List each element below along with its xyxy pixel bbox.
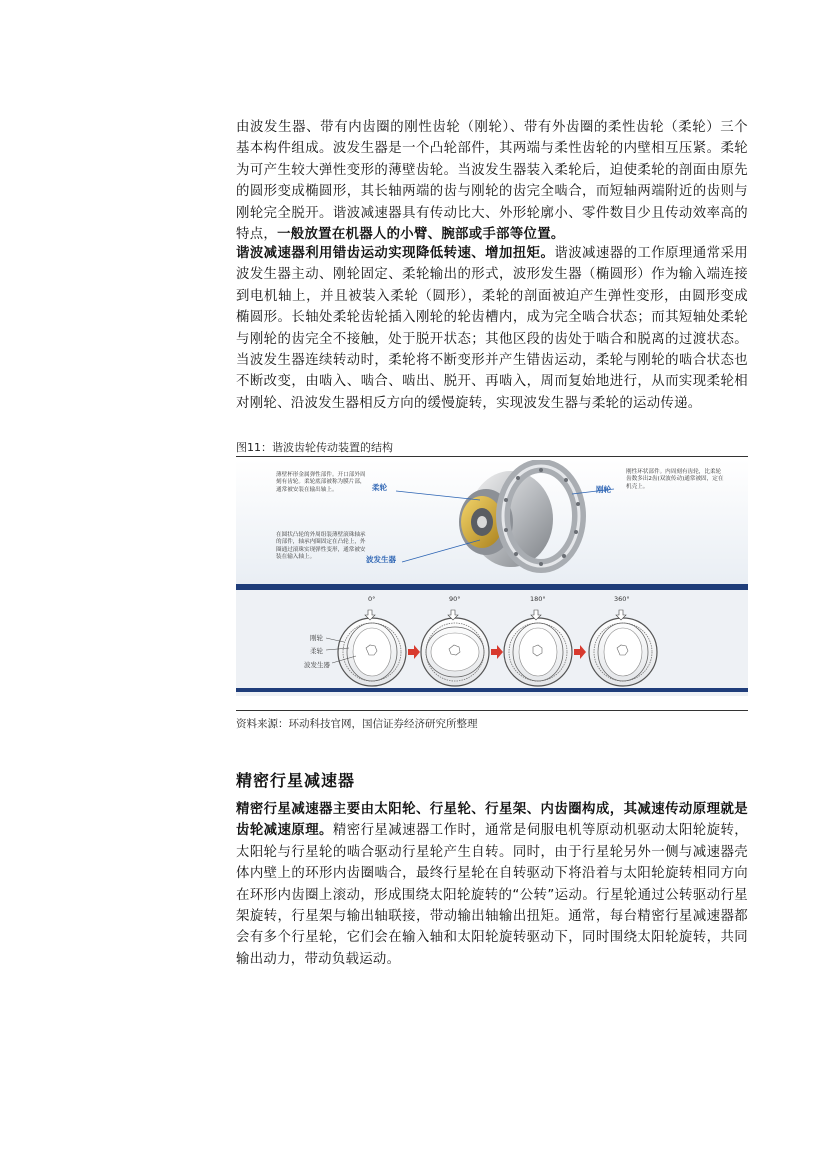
section-title: 精密行星减速器 [236,771,356,790]
degree-label: 0° [368,595,376,603]
tag-flexspline: 柔轮 [372,483,387,492]
degree-label: 180° [530,595,546,603]
paragraph-harmonic-structure [236,117,748,245]
degree-label: 360° [614,595,630,603]
label-flexspline: 柔轮 [310,647,323,655]
paragraph-harmonic-principle [236,243,748,414]
paragraph-bold: 谐波减速器利用错齿运动实现降低转速、增加扭矩。 [236,246,555,261]
paragraph-text: 谐波减速器的工作原理通常采用波发生器主动、刚轮固定、柔轮输出的形式，波形发生器（椭圆形）作为输入端连接到电机轴上，并且被装入柔轮（圆形），柔轮的剖面被迫产生弹性变形，由圆形变成椭圆形。长轴处柔轮齿轮插入刚轮的轮齿槽内，成为完全啮合状态；而其短轴处柔轮与刚轮的齿完全不接触，处于脱开状态；其他区段的齿处于啮合和脱离的过渡状态。当波发生器连续转动时，柔轮将不断变形并产生错齿运动，柔轮与刚轮的啮合状态也不断改变，由啮入、啮合、啮出、脱开、再啮入，周而复始地进行，从而实现柔轮相对刚轮、沿波发生器相反方向的缓慢旋转，实现波发生器与柔轮的运动传递。 [236,246,748,411]
paragraph-planetary [236,799,748,970]
harmonic-drive-figure [236,460,748,706]
figure-title: 图11：谐波齿轮传动装置的结构 [236,441,393,454]
figure-bottom-rule [236,710,748,711]
annotation-wave-generator: 在圆状凸轮的外周组装薄壁滚珠轴承的部件，轴承内圈固定在凸轮上，外圈通过滚珠实现弹性变形，通常被安装在输入轴上。 [276,532,366,561]
annotation-flexspline: 薄壁杯形金属弹性部件。开口部外周刻有齿轮。柔轮底部被称为膜片部，通常被安装在输出轴上。 [276,472,366,493]
degree-label: 90° [449,595,461,603]
paragraph-text: 由波发生器、带有内齿圈的刚性齿轮（刚轮）、带有外齿圈的柔性齿轮（柔轮）三个基本构件组成。波发生器是一个凸轮部件，其两端与柔性齿轮的内壁相互压紧。柔轮为可产生较大弹性变形的薄壁齿轮。当波发生器装入柔轮后，迫使柔轮的剖面由原先的圆形变成椭圆形，其长轴两端的齿与刚轮的齿完全啮合，而短轴两端附近的齿则与刚轮完全脱开。谐波减速器具有传动比大、外形轮廓小、零件数目少且传动效率高的特点， [236,120,748,243]
figure-top-rule [236,456,748,457]
figure-graphic [236,460,748,706]
tag-wave-generator: 波发生器 [366,555,396,564]
paragraph-bold: 一般放置在机器人的小臂、腕部或手部等位置。 [277,227,565,243]
paragraph-text: 精密行星减速器工作时，通常是伺服电机等原动机驱动太阳轮旋转，太阳轮与行星轮的啮合驱动行星轮产生自转。同时，由于行星轮另外一侧与减速器壳体内壁上的环形内齿圈啮合，最终行星轮在自转驱动下将沿着与太阳轮旋转相同方向在环形内齿圈上滚动，形成围绕太阳轮旋转的“公转”运动。行星轮通过公转驱动行星架旋转，行星架与输出轴联接，带动输出轴输出扭矩。通常，每台精密行星减速器都会有多个行星轮，它们会在输入轴和太阳轮旋转驱动下，同时围绕太阳轮旋转，共同输出动力，带动负载运动。 [236,823,749,967]
label-circular-spline: 刚轮 [310,634,323,642]
tag-circular-spline: 刚轮 [596,485,611,494]
paragraph-bold: 精密行星减速器主要由太阳轮、行星轮、行星架、内齿圈构成，其减速传动原理就是齿轮减速原理。 [236,802,748,839]
label-wave-generator: 波发生器 [304,661,330,669]
figure-source: 资料来源：环动科技官网，国信证券经济研究所整理 [236,718,478,730]
annotation-circular-spline: 刚性环状部件。内周刻有齿轮，比柔轮齿数多出2齿(双波传动)通常被固，定在机壳上。 [626,469,724,490]
